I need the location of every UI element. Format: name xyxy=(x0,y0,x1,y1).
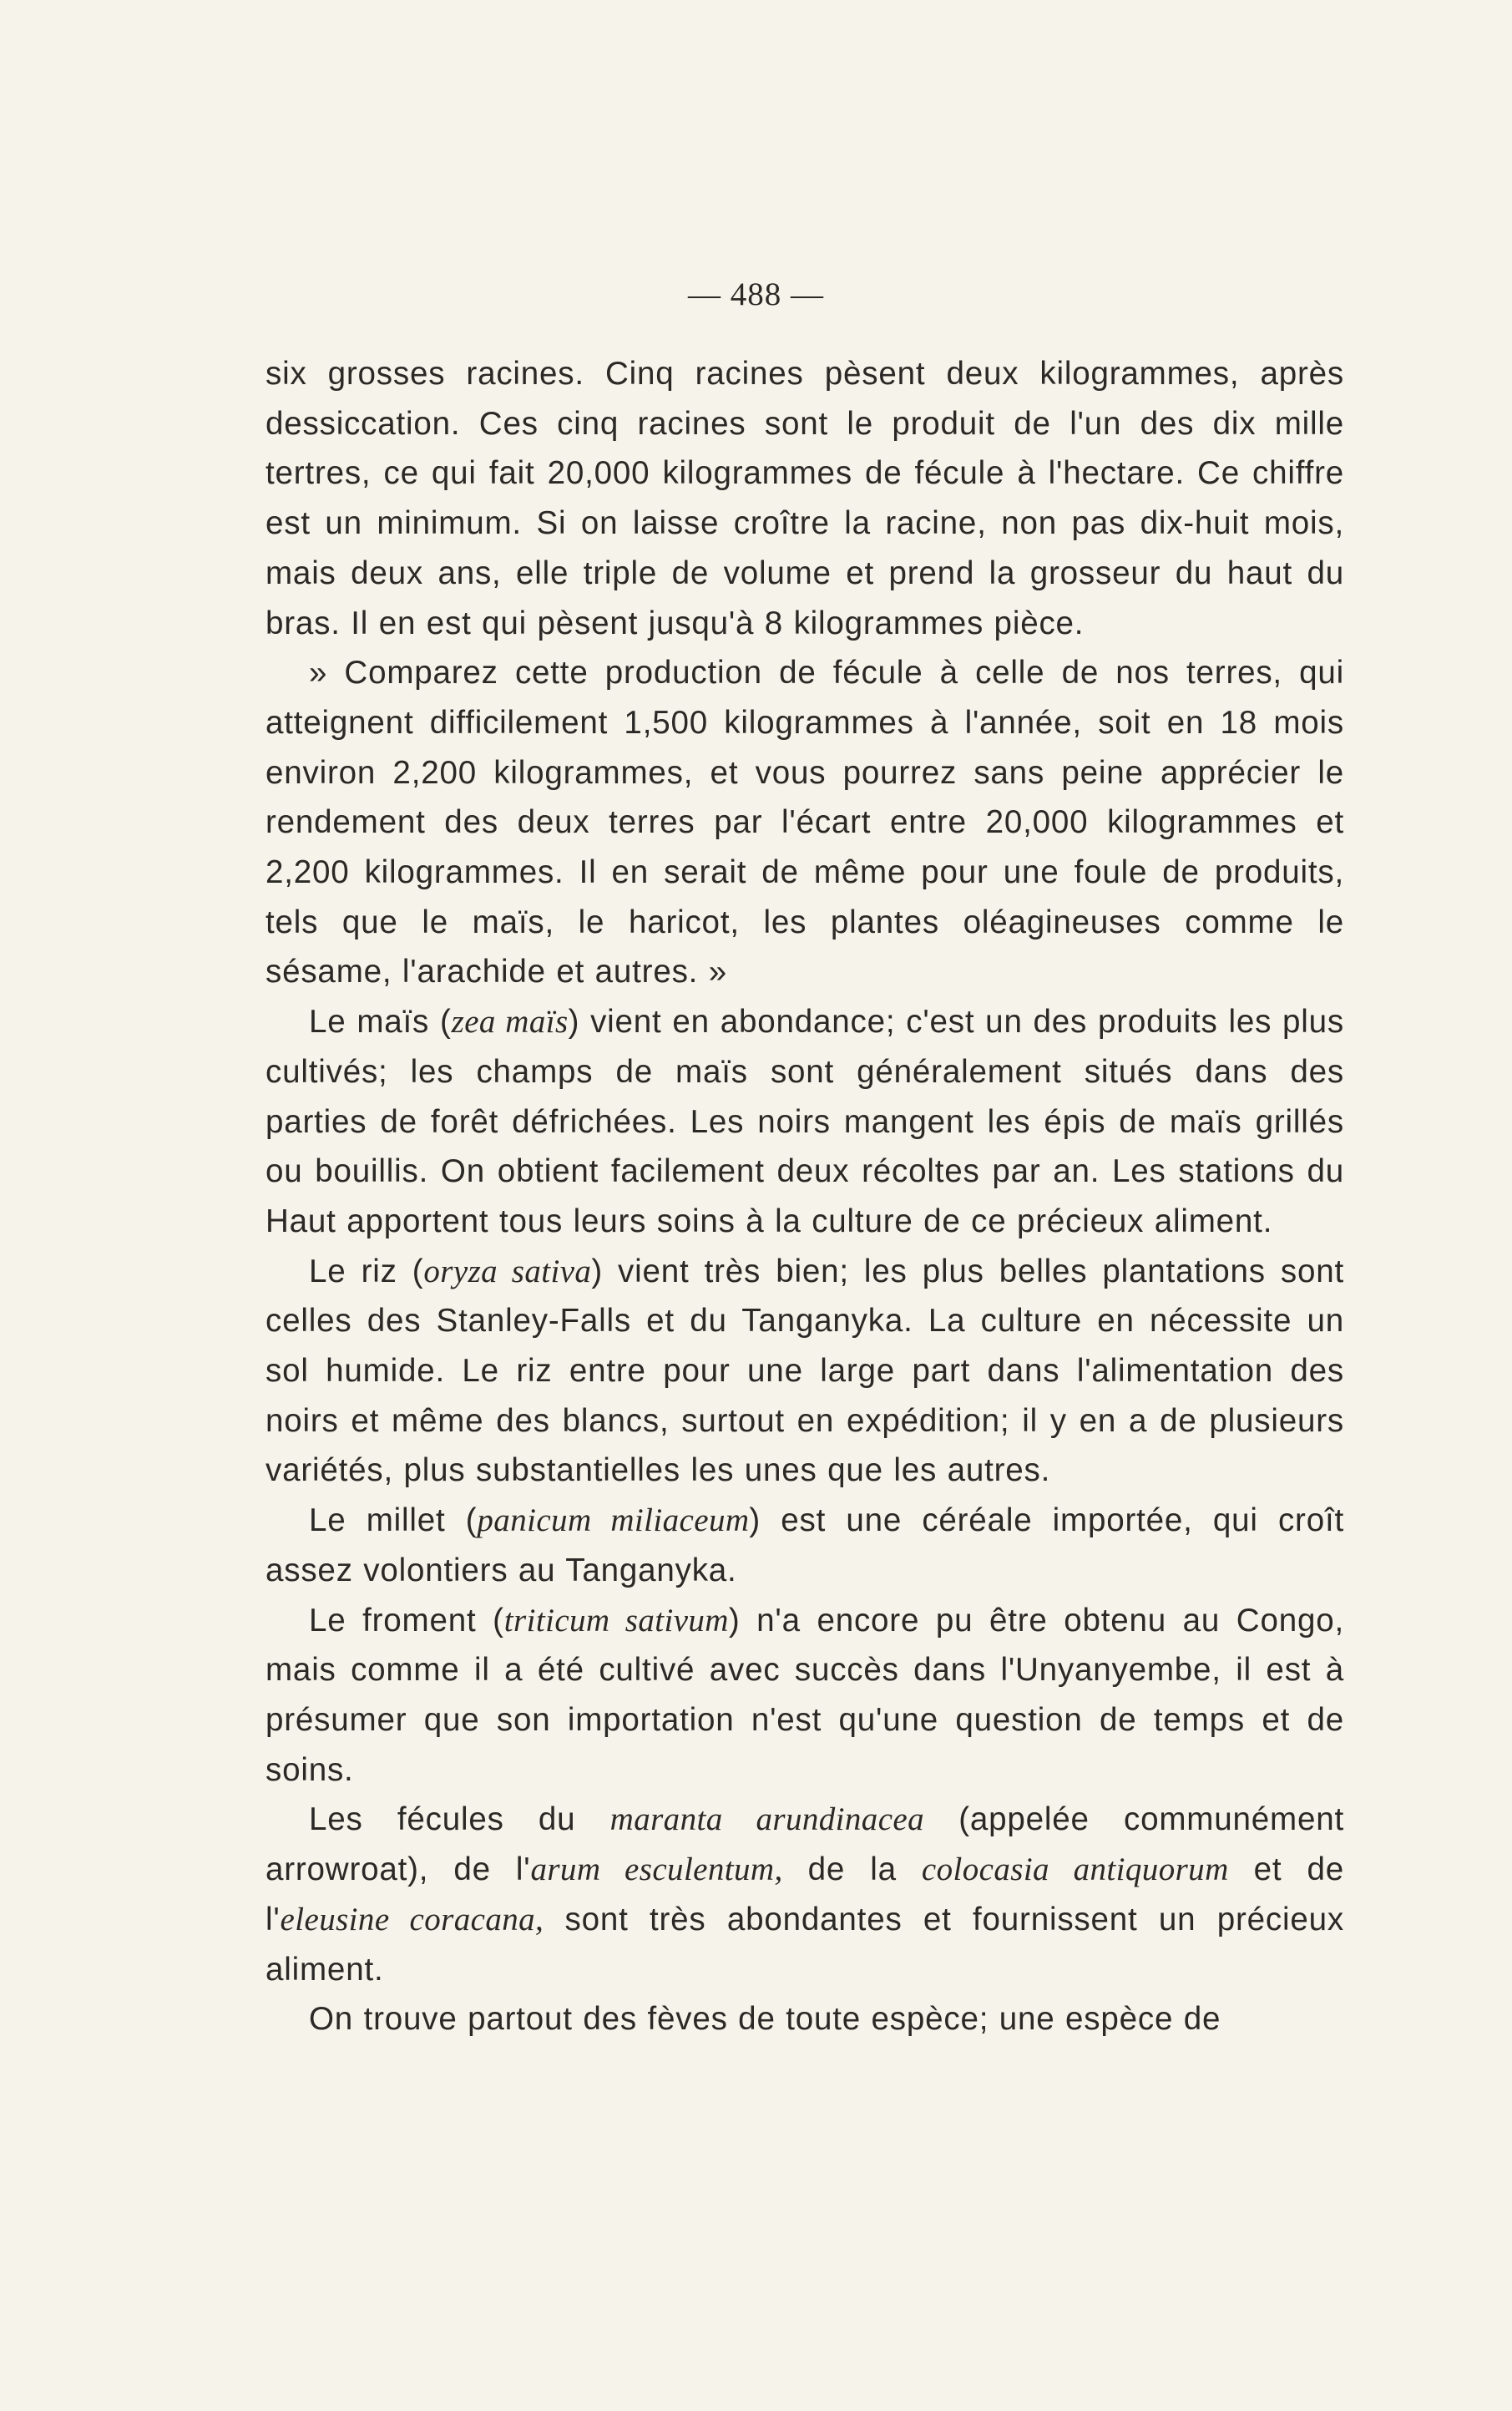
paragraph xyxy=(265,1994,1344,2044)
text-run: ) vient en abondance; c'est un des produits les plus cultivés; les champs de maïs sont généralement situés dans des parties de forêt défrichées. Les noirs mangent les épis de maïs grillés ou bouillis. On obtient facilement deux récoltes par an. Les stations du Haut apportent tous leurs soins à la culture de ce précieux aliment. xyxy=(265,1004,1344,1239)
text-run: ) n'a encore pu être obtenu au Congo, mais comme il a été cultivé avec succès dans l'Unyanyembe, il est à présumer que son importation n'est qu'une question de temps et de soins. xyxy=(265,1602,1344,1788)
body-text xyxy=(265,349,1344,2044)
text-run: » Comparez cette production de fécule à celle de nos terres, qui atteignent difficilement 1,500 kilogrammes à l'année, soit en 18 mois environ 2,200 kilogrammes, et vous pourrez sans peine apprécier le rendement des deux terres par l'écart entre 20,000 kilogrammes et 2,200 kilogrammes. Il en serait de même pour une foule de produits, tels que le maïs, le haricot, les plantes oléagineuses comme le sésame, l'arachide et autres. » xyxy=(265,655,1344,990)
text-run: et de l' xyxy=(265,1851,1344,1937)
scientific-name: panicum miliaceum xyxy=(477,1502,750,1539)
text-run: Le millet ( xyxy=(309,1502,478,1539)
scientific-name: arum esculentum, xyxy=(530,1851,783,1888)
text-run: sont très abondantes et fournissent un précieux aliment. xyxy=(265,1901,1344,1988)
scientific-name: maranta arundinacea xyxy=(609,1801,925,1838)
text-run: ) est une céréale importée, qui croît assez volontiers au Tanganyka. xyxy=(265,1502,1344,1588)
page-number: — 488 — xyxy=(688,276,824,312)
text-run: six grosses racines. Cinq racines pèsent deux kilogrammes, après dessiccation. Ces cinq racines sont le produit de l'un des dix mille tertres, ce qui fait 20,000 kilogrammes de fécule à l'hectare. Ce chiffre est un minimum. Si on laisse croître la racine, non pas dix-huit mois, mais deux ans, elle triple de volume et prend la grosseur du haut du bras. Il en est qui pèsent jusqu'à 8 kilogrammes pièce. xyxy=(265,356,1344,641)
paragraph xyxy=(265,1496,1344,1595)
paragraph xyxy=(265,1247,1344,1497)
scientific-name: triticum sativum xyxy=(503,1602,729,1639)
text-run: Le maïs ( xyxy=(309,1004,452,1041)
scientific-name: zea maïs xyxy=(451,1004,569,1041)
text-run: On trouve partout des fèves de toute espèce; une espèce de xyxy=(309,2001,1221,2038)
paragraph xyxy=(265,648,1344,997)
scientific-name: oryza sativa xyxy=(423,1253,592,1289)
text-run: de la xyxy=(782,1851,922,1888)
paragraph xyxy=(265,997,1344,1247)
scientific-name: colocasia antiquorum xyxy=(921,1851,1229,1888)
text-run: Les fécules du xyxy=(309,1801,610,1838)
paragraph xyxy=(265,1795,1344,1994)
paragraph xyxy=(265,1596,1344,1796)
text-run: (appelée communément arrowroat), de l' xyxy=(265,1801,1344,1888)
text-run: Le riz ( xyxy=(309,1253,424,1289)
text-run: Le froment ( xyxy=(309,1602,504,1639)
paragraph xyxy=(265,349,1344,648)
scientific-name: eleusine coracana, xyxy=(280,1901,544,1937)
text-run: ) vient très bien; les plus belles plantations sont celles des Stanley-Falls et du Tanganyka. La culture en nécessite un sol humide. Le riz entre pour une large part dans l'alimentation des noirs et même des blancs, surtout en expédition; il y en a de plusieurs variétés, plus substantielles les unes que les autres. xyxy=(265,1253,1344,1489)
